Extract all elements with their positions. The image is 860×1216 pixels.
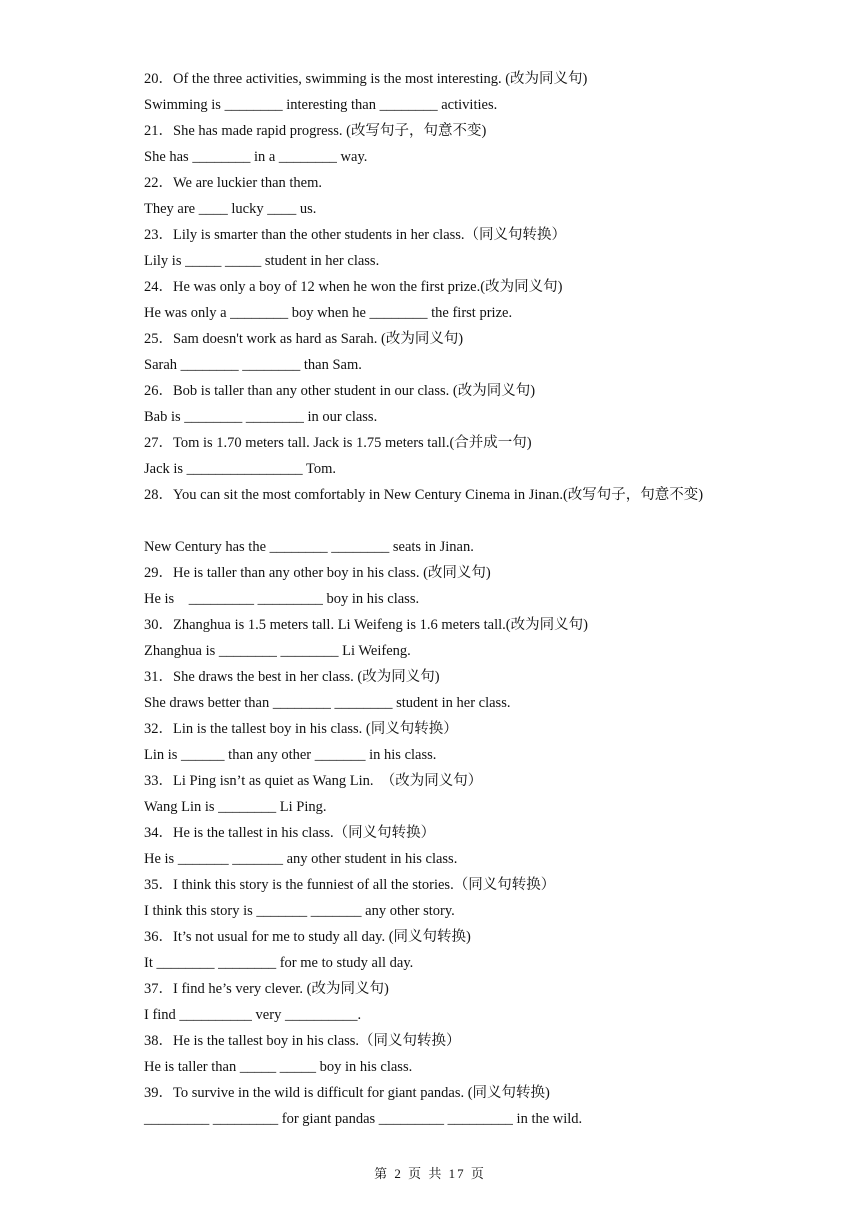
answer-22: They are ____ lucky ____ us. — [144, 201, 317, 217]
question-34: 34．He is the tallest in his class.（同义句转换） — [144, 825, 436, 841]
question-24: 24．He was only a boy of 12 when he won the first prize.(改为同义句) — [144, 279, 563, 295]
answer-31: She draws better than ________ ________ student in her class. — [144, 695, 511, 711]
answer-25: Sarah ________ ________ than Sam. — [144, 357, 362, 373]
question-35: 35．I think this story is the funniest of all the stories.（同义句转换） — [144, 877, 556, 893]
question-30: 30．Zhanghua is 1.5 meters tall. Li Weifeng is 1.6 meters tall.(改为同义句) — [144, 617, 588, 633]
answer-33: Wang Lin is ________ Li Ping. — [144, 799, 327, 815]
exercise-list — [144, 66, 724, 1132]
question-36: 36．It’s not usual for me to study all day. (同义句转换) — [144, 929, 471, 945]
answer-20: Swimming is ________ interesting than ________ activities. — [144, 97, 498, 113]
question-22: 22．We are luckier than them. — [144, 175, 323, 191]
question-33: 33．Li Ping isn’t as quiet as Wang Lin. （改为同义句） — [144, 773, 483, 789]
page-footer: 第 2 页 共 17 页 — [374, 1166, 486, 1181]
question-37: 37．I find he’s very clever. (改为同义句) — [144, 981, 389, 997]
question-32: 32．Lin is the tallest boy in his class. (同义句转换） — [144, 721, 458, 737]
answer-26: Bab is ________ ________ in our class. — [144, 409, 378, 425]
question-25: 25．Sam doesn't work as hard as Sarah. (改为同义句) — [144, 331, 464, 347]
question-23: 23．Lily is smarter than the other students in her class.（同义句转换） — [144, 227, 567, 243]
question-31: 31．She draws the best in her class. (改为同义句) — [144, 669, 440, 685]
answer-39: _________ _________ for giant pandas _________ _________ in the wild. — [144, 1111, 583, 1127]
answer-37: I find __________ very __________. — [144, 1007, 362, 1023]
answer-23: Lily is _____ _____ student in her class. — [144, 253, 380, 269]
question-20: 20．Of the three activities, swimming is the most interesting. (改为同义句) — [144, 71, 588, 87]
answer-27: Jack is ________________ Tom. — [144, 461, 337, 477]
question-39: 39．To survive in the wild is difficult for giant pandas. (同义句转换) — [144, 1085, 550, 1101]
answer-32: Lin is ______ than any other _______ in his class. — [144, 747, 437, 763]
question-29: 29．He is taller than any other boy in his class. (改同义句) — [144, 565, 491, 581]
answer-38: He is taller than _____ _____ boy in his class. — [144, 1059, 413, 1075]
question-38: 38．He is the tallest boy in his class.（同义句转换） — [144, 1033, 461, 1049]
answer-34: He is _______ _______ any other student in his class. — [144, 851, 458, 867]
answer-35: I think this story is _______ _______ any other story. — [144, 903, 455, 919]
question-27: 27．Tom is 1.70 meters tall. Jack is 1.75 meters tall.(合并成一句) — [144, 435, 532, 451]
question-21: 21．She has made rapid progress. (改写句子，句意不变) — [144, 123, 487, 139]
answer-30: Zhanghua is ________ ________ Li Weifeng. — [144, 643, 411, 659]
question-26: 26．Bob is taller than any other student in our class. (改为同义句) — [144, 383, 536, 399]
answer-21: She has ________ in a ________ way. — [144, 149, 368, 165]
answer-24: He was only a ________ boy when he ________ the first prize. — [144, 305, 513, 321]
answer-28: New Century has the ________ ________ seats in Jinan. — [144, 539, 474, 555]
answer-29: He is _________ _________ boy in his class. — [144, 591, 420, 607]
answer-36: It ________ ________ for me to study all day. — [144, 955, 414, 971]
question-28: 28．You can sit the most comfortably in New Century Cinema in Jinan.(改写句子，句意不变) — [144, 487, 704, 503]
